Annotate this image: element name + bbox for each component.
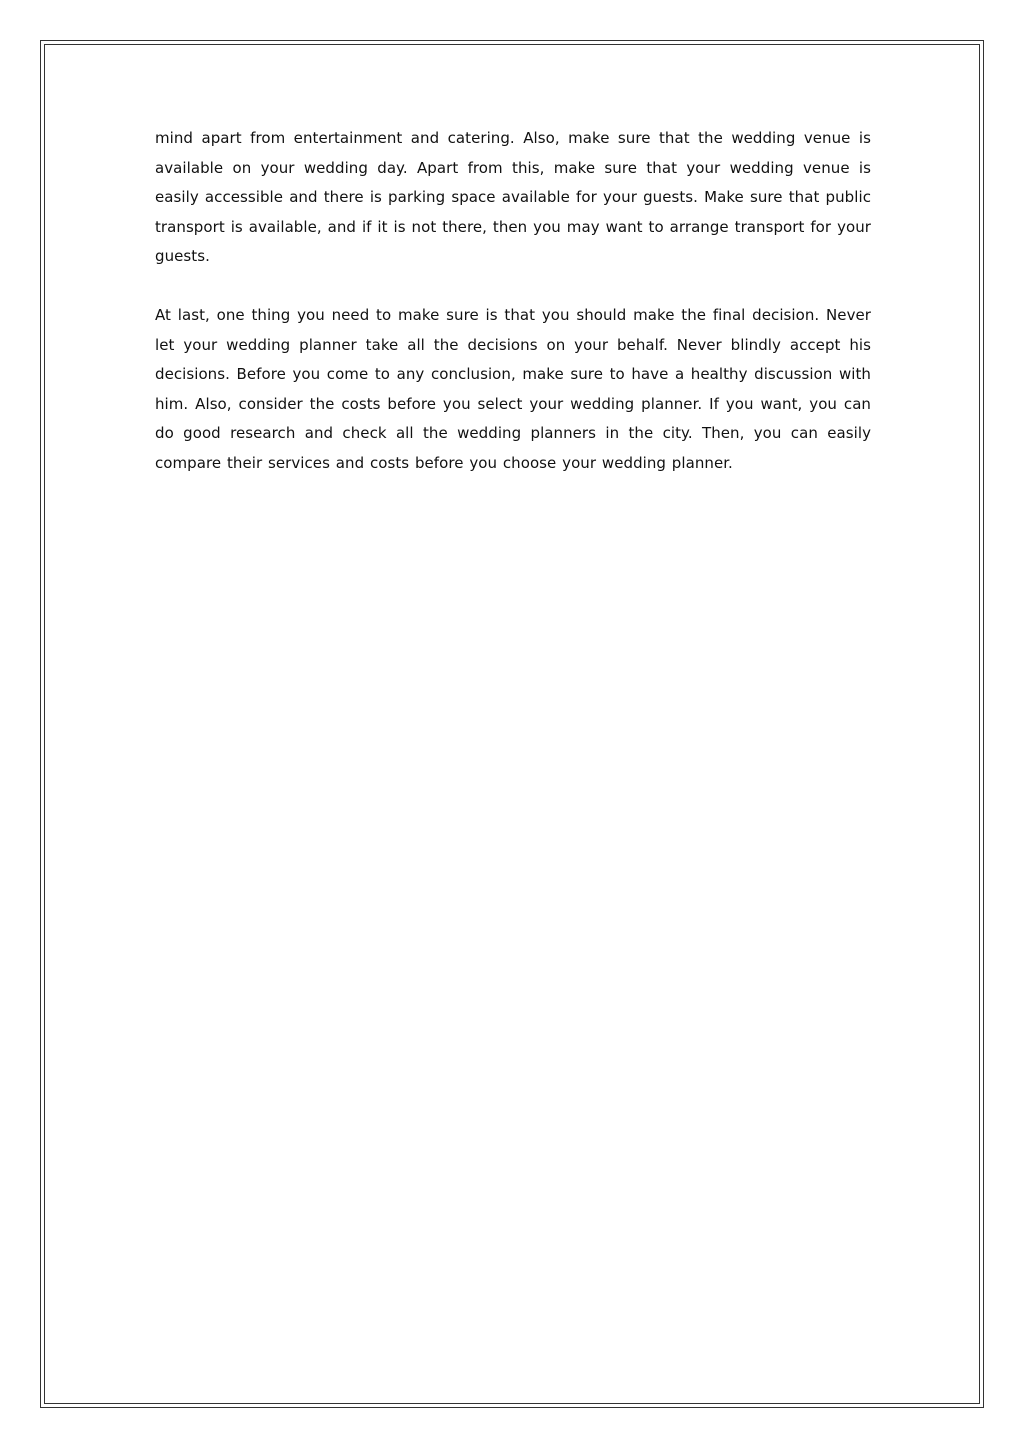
paragraph-final-decision: At last, one thing you need to make sure is that you should make the final decision. Never let your wedding planner take all the decisions on your behalf. Never blindly accept his decisions. Before you come to any conclusion, make sure to have a healthy discussion with him. Also, consider the costs before you select your wedding planner. If you want, you can do good research and check all the wedding planners in the city. Then, you can easily compare their services and costs before you choose your wedding planner. <box>155 305 871 472</box>
paragraph-venue: mind apart from entertainment and catering. Also, make sure that the wedding venue is available on your wedding day. Apart from this, make sure that your wedding venue is easily accessible and there is parking space available for your guests. Make sure that public transport is available, and if it is not there, then you may want to arrange transport for your guests. <box>155 129 871 266</box>
document-body <box>155 124 871 479</box>
